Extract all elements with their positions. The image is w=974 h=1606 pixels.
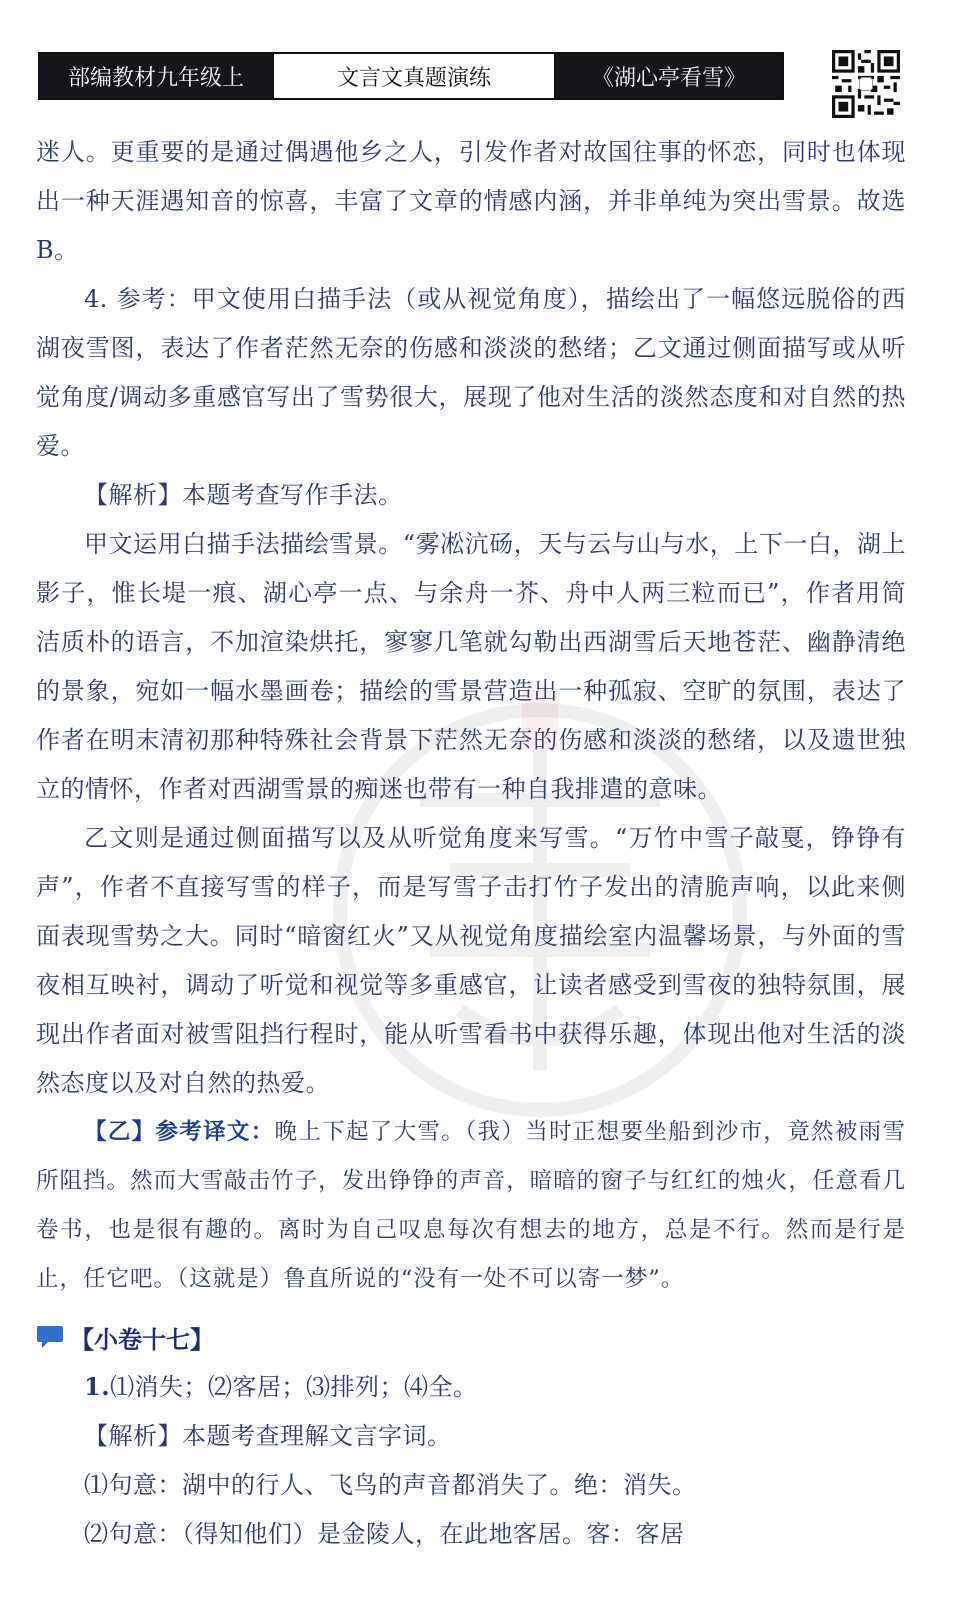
translation-label: 【乙】参考译文：	[84, 1119, 275, 1145]
header-bar	[38, 52, 784, 100]
question-1-analysis-text: 本题考查理解文言字词。	[182, 1422, 452, 1450]
analysis-paragraph-yi: 乙文则是通过侧面描写以及从听觉角度来写雪。“万竹中雪子敲戛，铮铮有声”，作者不直接写雪的样子，而是写雪子击打竹子发出的清脆声响，以此来侧面表现雪势之大。同时“暗窗红火”又从视觉角度描绘室内温馨场景，与外面的雪夜相互映衬，调动了听觉和视觉等多重感官，让读者感受到雪夜的独特氛围，展现出作者面对被雪阻挡行程时，能从听雪看书中获得乐趣，体现出他对生活的淡然态度以及对自然的热爱。	[36, 824, 906, 1097]
translation-text: 晚上下起了大雪。（我）当时正想要坐船到沙市，竟然被雨雪所阻挡。然而大雪敲击竹子，发出铮铮的声音，暗暗的窗子与红红的烛火，任意看几卷书，也是很有趣的。离时为自己叹息每次有想去的地方，总是不行。然而是行是止，任它吧。（这就是）鲁直所说的“没有一处不可以寄一梦”。	[36, 1119, 906, 1292]
question-1-number: 1.	[84, 1372, 111, 1401]
question-1-text: ⑴消失；⑵客居；⑶排列；⑷全。	[110, 1373, 478, 1401]
question-1-answer	[36, 1362, 906, 1412]
question-1-line-1: ⑴句意：湖中的行人、飞鸟的声音都消失了。绝：消失。	[84, 1471, 697, 1499]
qr-code-icon	[832, 50, 900, 118]
analysis-paragraph-jia: 甲文运用白描手法描绘雪景。“雾凇沆砀，天与云与山与水，上下一白，湖上影子，惟长堤一痕、湖心亭一点、与余舟一芥、舟中人两三粒而已”，作者用简洁质朴的语言，不加渲染烘托，寥寥几笔就勾勒出西湖雪后天地苍茫、幽静清绝的景象，宛如一幅水墨画卷；描绘的雪景营造出一种孤寂、空旷的氛围，表达了作者在明末清初那种特殊社会背景下茫然无奈的伤感和淡淡的愁绪，以及遗世独立的情怀，作者对西湖雪景的痴迷也带有一种自我排遣的意味。	[36, 530, 906, 803]
question-1-analysis-label: 【解析】	[84, 1422, 182, 1450]
analysis-label: 【解析】	[84, 481, 182, 509]
question-1-analysis	[36, 1412, 906, 1461]
header-title: 《湖心亭看雪》	[556, 54, 782, 98]
question-1-line-2: ⑵句意：（得知他们）是金陵人，在此地客居。客：客居	[84, 1520, 685, 1548]
analysis-text: 本题考查写作手法。	[182, 481, 403, 509]
section-title: 【小卷十七】	[70, 1324, 214, 1354]
header-grade: 部编教材九年级上	[40, 54, 272, 98]
section-heading	[36, 1312, 906, 1362]
speech-bubble-icon	[36, 1324, 64, 1350]
document-body	[36, 128, 906, 1559]
answer-4: 4. 参考：甲文使用白描手法（或从视觉角度），描绘出了一幅悠远脱俗的西湖夜雪图，表达了作者茫然无奈的伤感和淡淡的愁绪；乙文通过侧面描写或从听觉角度/调动多重感官写出了雪势很大，展现了他对生活的淡然态度和对自然的热爱。	[36, 285, 906, 460]
paragraph-1: 迷人。更重要的是通过偶遇他乡之人，引发作者对故国往事的怀恋，同时也体现出一种天涯遇知音的惊喜，丰富了文章的情感内涵，并非单纯为突出雪景。故选B。	[36, 138, 906, 264]
header-topic: 文言文真题演练	[272, 54, 556, 98]
analysis-heading	[36, 471, 906, 520]
translation-paragraph	[36, 1108, 906, 1304]
